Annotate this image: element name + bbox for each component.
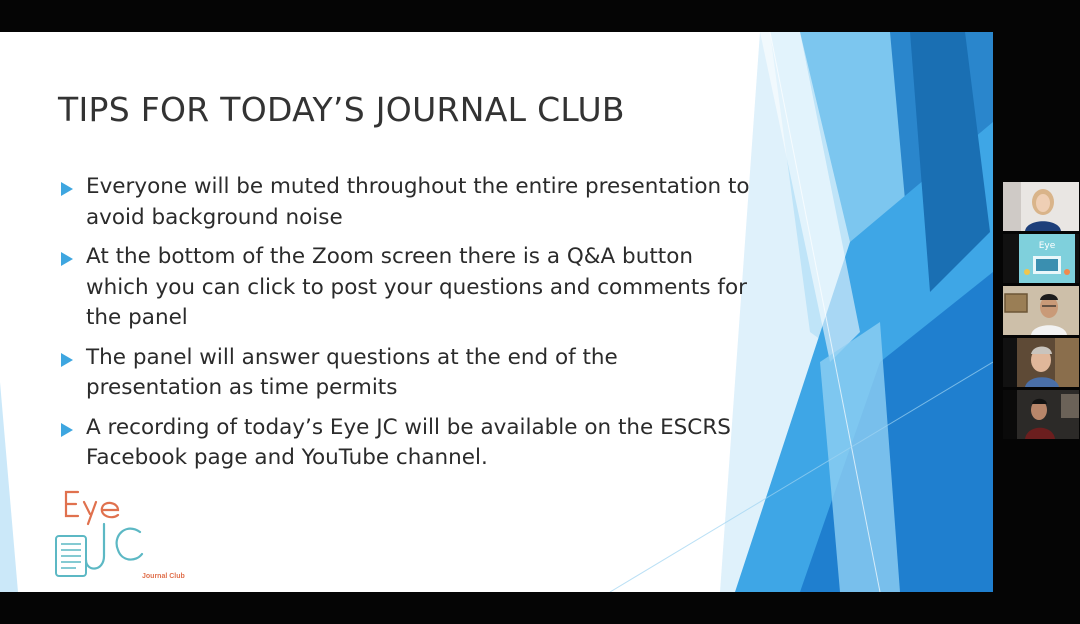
bullet-arrow-icon (61, 252, 73, 266)
bullet-text: The panel will answer questions at the end of the presentation as time permits (86, 344, 618, 400)
bullet-text: Everyone will be muted throughout the entire presentation to avoid background noise (86, 174, 750, 230)
presentation-slide (0, 32, 993, 592)
eyejc-logo-mark (52, 484, 212, 592)
bullet-item (58, 172, 758, 233)
bullet-text: At the bottom of the Zoom screen there is a Q&A button which you can click to post your questions and comments for the panel (86, 244, 747, 330)
participant-video-tile[interactable] (1003, 338, 1079, 387)
svg-text:Eye: Eye (1038, 241, 1056, 251)
bullet-arrow-icon (61, 353, 73, 367)
bullet-text: A recording of today’s Eye JC will be available on the ESCRS Facebook page and YouTube channel. (86, 414, 731, 470)
bullet-list (58, 172, 758, 483)
bullet-item (58, 242, 758, 334)
bullet-arrow-icon (61, 423, 73, 437)
logo-caption: Journal Club (142, 573, 185, 580)
participant-video-tile[interactable] (1003, 390, 1079, 439)
bullet-item (58, 343, 758, 404)
eyejc-logo (52, 484, 212, 592)
participant-gallery (1003, 182, 1079, 442)
participant-video-tile[interactable] (1003, 182, 1079, 231)
participant-logo-tile[interactable] (1003, 234, 1079, 283)
bullet-item (58, 413, 758, 474)
participant-video-tile[interactable] (1003, 286, 1079, 335)
bullet-arrow-icon (61, 182, 73, 196)
slide-title: TIPS FOR TODAY’S JOURNAL CLUB (58, 90, 625, 129)
